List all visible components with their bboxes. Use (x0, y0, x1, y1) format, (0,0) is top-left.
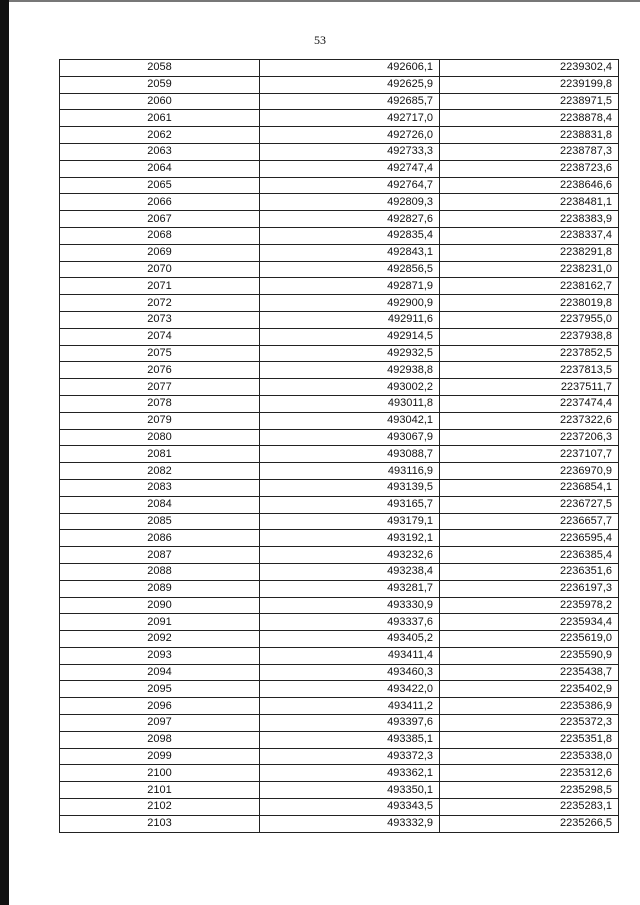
table-row (60, 765, 619, 782)
point-number-cell: 2095 (60, 681, 260, 698)
x-coordinate-cell: 492809,3 (260, 194, 440, 211)
table-row (60, 328, 619, 345)
y-coordinate-cell: 2235372,3 (440, 715, 619, 732)
x-coordinate-cell: 492606,1 (260, 60, 440, 77)
x-coordinate-cell: 492764,7 (260, 177, 440, 194)
table-row (60, 580, 619, 597)
x-coordinate-cell: 492856,5 (260, 261, 440, 278)
x-coordinate-cell: 492726,0 (260, 127, 440, 144)
coordinates-table-body (60, 60, 619, 833)
table-row (60, 295, 619, 312)
y-coordinate-cell: 2238971,5 (440, 93, 619, 110)
point-number-cell: 2068 (60, 227, 260, 244)
table-row (60, 362, 619, 379)
x-coordinate-cell: 493411,2 (260, 698, 440, 715)
y-coordinate-cell: 2238723,6 (440, 160, 619, 177)
y-coordinate-cell: 2237955,0 (440, 311, 619, 328)
y-coordinate-cell: 2238231,0 (440, 261, 619, 278)
y-coordinate-cell: 2235386,9 (440, 698, 619, 715)
point-number-cell: 2059 (60, 76, 260, 93)
point-number-cell: 2102 (60, 799, 260, 816)
x-coordinate-cell: 492747,4 (260, 160, 440, 177)
y-coordinate-cell: 2236727,5 (440, 496, 619, 513)
point-number-cell: 2073 (60, 311, 260, 328)
point-number-cell: 2079 (60, 412, 260, 429)
table-row (60, 93, 619, 110)
x-coordinate-cell: 492733,3 (260, 143, 440, 160)
x-coordinate-cell: 493165,7 (260, 496, 440, 513)
point-number-cell: 2089 (60, 580, 260, 597)
x-coordinate-cell: 492685,7 (260, 93, 440, 110)
point-number-cell: 2086 (60, 530, 260, 547)
table-row (60, 664, 619, 681)
x-coordinate-cell: 492900,9 (260, 295, 440, 312)
table-row (60, 446, 619, 463)
y-coordinate-cell: 2235978,2 (440, 597, 619, 614)
y-coordinate-cell: 2236197,3 (440, 580, 619, 597)
y-coordinate-cell: 2238291,8 (440, 244, 619, 261)
table-row (60, 211, 619, 228)
y-coordinate-cell: 2238019,8 (440, 295, 619, 312)
y-coordinate-cell: 2237813,5 (440, 362, 619, 379)
point-number-cell: 2066 (60, 194, 260, 211)
y-coordinate-cell: 2238878,4 (440, 110, 619, 127)
point-number-cell: 2071 (60, 278, 260, 295)
x-coordinate-cell: 492871,9 (260, 278, 440, 295)
y-coordinate-cell: 2235402,9 (440, 681, 619, 698)
point-number-cell: 2093 (60, 647, 260, 664)
x-coordinate-cell: 493116,9 (260, 463, 440, 480)
point-number-cell: 2075 (60, 345, 260, 362)
table-row (60, 261, 619, 278)
table-row (60, 681, 619, 698)
table-row (60, 698, 619, 715)
x-coordinate-cell: 493232,6 (260, 547, 440, 564)
table-row (60, 177, 619, 194)
table-row (60, 143, 619, 160)
x-coordinate-cell: 493362,1 (260, 765, 440, 782)
table-row (60, 379, 619, 396)
y-coordinate-cell: 2235590,9 (440, 647, 619, 664)
table-row (60, 614, 619, 631)
point-number-cell: 2103 (60, 815, 260, 832)
x-coordinate-cell: 493002,2 (260, 379, 440, 396)
scan-border-top (9, 0, 640, 2)
table-row (60, 244, 619, 261)
table-row (60, 496, 619, 513)
point-number-cell: 2084 (60, 496, 260, 513)
y-coordinate-cell: 2238337,4 (440, 227, 619, 244)
y-coordinate-cell: 2238162,7 (440, 278, 619, 295)
point-number-cell: 2069 (60, 244, 260, 261)
table-row (60, 647, 619, 664)
point-number-cell: 2092 (60, 631, 260, 648)
x-coordinate-cell: 493042,1 (260, 412, 440, 429)
x-coordinate-cell: 492827,6 (260, 211, 440, 228)
x-coordinate-cell: 493385,1 (260, 731, 440, 748)
point-number-cell: 2061 (60, 110, 260, 127)
table-row (60, 631, 619, 648)
table-row (60, 227, 619, 244)
x-coordinate-cell: 493405,2 (260, 631, 440, 648)
table-row (60, 530, 619, 547)
table-row (60, 127, 619, 144)
point-number-cell: 2101 (60, 782, 260, 799)
y-coordinate-cell: 2237852,5 (440, 345, 619, 362)
x-coordinate-cell: 493330,9 (260, 597, 440, 614)
y-coordinate-cell: 2238383,9 (440, 211, 619, 228)
x-coordinate-cell: 493179,1 (260, 513, 440, 530)
table-row (60, 799, 619, 816)
y-coordinate-cell: 2235298,5 (440, 782, 619, 799)
table-row (60, 429, 619, 446)
x-coordinate-cell: 493192,1 (260, 530, 440, 547)
table-row (60, 412, 619, 429)
table-row (60, 547, 619, 564)
point-number-cell: 2091 (60, 614, 260, 631)
x-coordinate-cell: 493343,5 (260, 799, 440, 816)
point-number-cell: 2082 (60, 463, 260, 480)
point-number-cell: 2070 (60, 261, 260, 278)
y-coordinate-cell: 2239199,8 (440, 76, 619, 93)
y-coordinate-cell: 2235438,7 (440, 664, 619, 681)
point-number-cell: 2087 (60, 547, 260, 564)
point-number-cell: 2065 (60, 177, 260, 194)
x-coordinate-cell: 493350,1 (260, 782, 440, 799)
point-number-cell: 2062 (60, 127, 260, 144)
y-coordinate-cell: 2237206,3 (440, 429, 619, 446)
point-number-cell: 2088 (60, 563, 260, 580)
point-number-cell: 2083 (60, 479, 260, 496)
x-coordinate-cell: 493460,3 (260, 664, 440, 681)
table-row (60, 782, 619, 799)
x-coordinate-cell: 493238,4 (260, 563, 440, 580)
point-number-cell: 2078 (60, 395, 260, 412)
table-row (60, 715, 619, 732)
x-coordinate-cell: 493011,8 (260, 395, 440, 412)
scan-border-left (0, 0, 9, 905)
y-coordinate-cell: 2236385,4 (440, 547, 619, 564)
y-coordinate-cell: 2236970,9 (440, 463, 619, 480)
x-coordinate-cell: 493422,0 (260, 681, 440, 698)
y-coordinate-cell: 2239302,4 (440, 60, 619, 77)
y-coordinate-cell: 2236351,6 (440, 563, 619, 580)
point-number-cell: 2096 (60, 698, 260, 715)
x-coordinate-cell: 493337,6 (260, 614, 440, 631)
table-row (60, 731, 619, 748)
x-coordinate-cell: 492717,0 (260, 110, 440, 127)
y-coordinate-cell: 2237474,4 (440, 395, 619, 412)
point-number-cell: 2090 (60, 597, 260, 614)
y-coordinate-cell: 2237107,7 (440, 446, 619, 463)
table-row (60, 76, 619, 93)
x-coordinate-cell: 492625,9 (260, 76, 440, 93)
table-row (60, 463, 619, 480)
table-row (60, 194, 619, 211)
y-coordinate-cell: 2235312,6 (440, 765, 619, 782)
y-coordinate-cell: 2238787,3 (440, 143, 619, 160)
point-number-cell: 2072 (60, 295, 260, 312)
y-coordinate-cell: 2238646,6 (440, 177, 619, 194)
point-number-cell: 2060 (60, 93, 260, 110)
y-coordinate-cell: 2238831,8 (440, 127, 619, 144)
x-coordinate-cell: 492932,5 (260, 345, 440, 362)
x-coordinate-cell: 493411,4 (260, 647, 440, 664)
point-number-cell: 2094 (60, 664, 260, 681)
table-row (60, 60, 619, 77)
point-number-cell: 2074 (60, 328, 260, 345)
y-coordinate-cell: 2237938,8 (440, 328, 619, 345)
point-number-cell: 2067 (60, 211, 260, 228)
y-coordinate-cell: 2235338,0 (440, 748, 619, 765)
x-coordinate-cell: 493281,7 (260, 580, 440, 597)
y-coordinate-cell: 2235266,5 (440, 815, 619, 832)
point-number-cell: 2081 (60, 446, 260, 463)
point-number-cell: 2085 (60, 513, 260, 530)
x-coordinate-cell: 493067,9 (260, 429, 440, 446)
x-coordinate-cell: 493332,9 (260, 815, 440, 832)
point-number-cell: 2100 (60, 765, 260, 782)
table-row (60, 597, 619, 614)
x-coordinate-cell: 493397,6 (260, 715, 440, 732)
point-number-cell: 2063 (60, 143, 260, 160)
x-coordinate-cell: 492843,1 (260, 244, 440, 261)
table-row (60, 110, 619, 127)
point-number-cell: 2098 (60, 731, 260, 748)
x-coordinate-cell: 493139,5 (260, 479, 440, 496)
table-row (60, 563, 619, 580)
y-coordinate-cell: 2237322,6 (440, 412, 619, 429)
y-coordinate-cell: 2236657,7 (440, 513, 619, 530)
y-coordinate-cell: 2235619,0 (440, 631, 619, 648)
table-row (60, 160, 619, 177)
table-row (60, 815, 619, 832)
y-coordinate-cell: 2235351,8 (440, 731, 619, 748)
y-coordinate-cell: 2237511,7 (440, 379, 619, 396)
point-number-cell: 2097 (60, 715, 260, 732)
x-coordinate-cell: 493088,7 (260, 446, 440, 463)
x-coordinate-cell: 493372,3 (260, 748, 440, 765)
point-number-cell: 2099 (60, 748, 260, 765)
x-coordinate-cell: 492914,5 (260, 328, 440, 345)
table-row (60, 748, 619, 765)
table-row (60, 278, 619, 295)
point-number-cell: 2058 (60, 60, 260, 77)
point-number-cell: 2080 (60, 429, 260, 446)
table-row (60, 345, 619, 362)
point-number-cell: 2064 (60, 160, 260, 177)
x-coordinate-cell: 492835,4 (260, 227, 440, 244)
x-coordinate-cell: 492911,6 (260, 311, 440, 328)
y-coordinate-cell: 2235934,4 (440, 614, 619, 631)
point-number-cell: 2077 (60, 379, 260, 396)
y-coordinate-cell: 2235283,1 (440, 799, 619, 816)
page-number: 53 (314, 33, 326, 47)
y-coordinate-cell: 2236595,4 (440, 530, 619, 547)
x-coordinate-cell: 492938,8 (260, 362, 440, 379)
y-coordinate-cell: 2238481,1 (440, 194, 619, 211)
coordinates-table (59, 59, 619, 833)
table-row (60, 395, 619, 412)
table-row (60, 311, 619, 328)
y-coordinate-cell: 2236854,1 (440, 479, 619, 496)
point-number-cell: 2076 (60, 362, 260, 379)
table-row (60, 479, 619, 496)
table-row (60, 513, 619, 530)
